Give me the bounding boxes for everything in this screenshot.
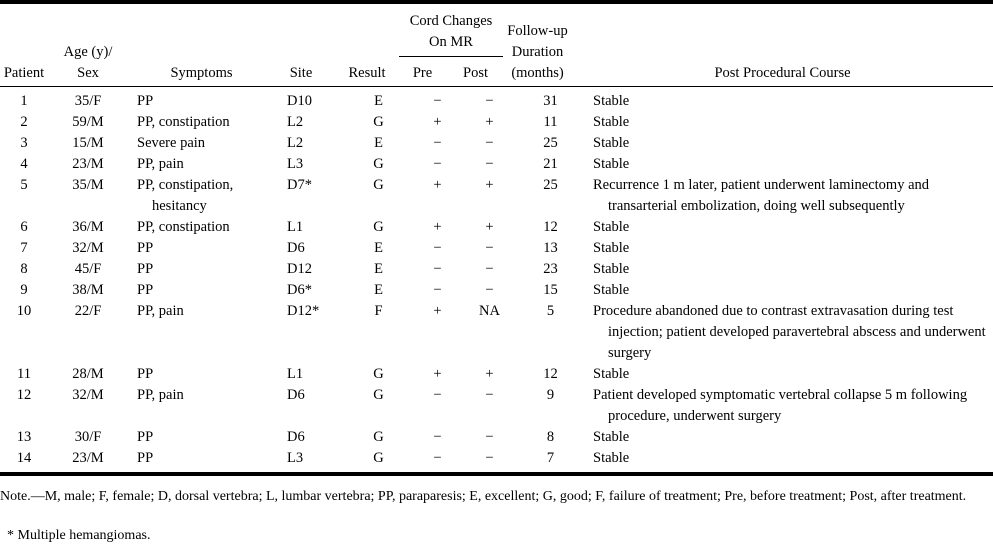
cell-site [275, 385, 345, 427]
cell-symptoms [128, 427, 275, 448]
cell-followup [516, 301, 585, 364]
cell-followup-text: 7 [546, 450, 555, 466]
cell-age-sex [48, 238, 128, 259]
header-cord-line2: On MR [429, 34, 473, 50]
cell-site-text: D12* [287, 303, 320, 319]
cell-symptoms-text: PP [137, 366, 154, 382]
header-rule [0, 86, 993, 87]
header-pre: Pre [412, 65, 433, 81]
cell-pre-text: − [433, 135, 442, 151]
cell-symptoms [128, 133, 275, 154]
cell-age-sex-text: 35/M [72, 177, 104, 193]
table-row [0, 280, 993, 301]
cell-post [463, 280, 516, 301]
cell-post [463, 448, 516, 469]
cell-symptoms-text: PP, constipation, hesitancy [137, 177, 234, 214]
cell-age-sex-text: 32/M [72, 387, 104, 403]
cell-symptoms [128, 217, 275, 238]
cell-site [275, 154, 345, 175]
cell-pre [412, 112, 463, 133]
cell-patient [0, 238, 48, 259]
cell-symptoms [128, 385, 275, 427]
cell-post [463, 259, 516, 280]
cell-site-text: L1 [287, 366, 304, 382]
cell-patient [0, 175, 48, 217]
cell-followup-text: 12 [543, 366, 558, 382]
table-row [0, 91, 993, 112]
table-row [0, 427, 993, 448]
cell-post-text: + [485, 114, 494, 130]
cell-symptoms-text: PP [137, 282, 154, 298]
cell-symptoms [128, 259, 275, 280]
cell-result-text: E [374, 261, 383, 277]
cell-followup-text: 31 [543, 93, 558, 109]
cell-site-text: D6* [287, 282, 312, 298]
cell-patient-text: 11 [17, 366, 31, 382]
cell-result [345, 427, 412, 448]
cell-patient-text: 13 [16, 429, 32, 445]
cell-pre [412, 427, 463, 448]
footnote-asterisk: * Multiple hemangiomas. [7, 528, 151, 543]
cell-patient-text: 8 [20, 261, 28, 277]
cell-symptoms [128, 364, 275, 385]
cell-result-text: G [373, 450, 384, 466]
cell-site [275, 364, 345, 385]
cell-result-text: G [373, 366, 384, 382]
table-row [0, 238, 993, 259]
cell-patient [0, 385, 48, 427]
cord-changes-spanner-rule [399, 56, 503, 57]
cell-patient [0, 301, 48, 364]
cell-age-sex-text: 23/M [72, 450, 104, 466]
top-rule [0, 0, 993, 4]
cell-pre [412, 91, 463, 112]
cell-symptoms-text: PP [137, 261, 154, 277]
cell-post [463, 301, 516, 364]
header-patient: Patient [3, 65, 45, 81]
cell-post-text: + [485, 177, 494, 193]
cell-result [345, 112, 412, 133]
cell-followup [516, 175, 585, 217]
cell-symptoms-text: PP, pain [137, 387, 184, 403]
table-row [0, 112, 993, 133]
cell-result-text: G [373, 156, 384, 172]
cell-pre-text: − [433, 429, 442, 445]
cell-age-sex [48, 301, 128, 364]
cell-pre [412, 364, 463, 385]
cell-site-text: L2 [287, 135, 304, 151]
cell-patient [0, 133, 48, 154]
header-symptoms: Symptoms [170, 65, 233, 81]
cell-age-sex-text: 35/F [74, 93, 102, 109]
cell-symptoms-text: PP [137, 450, 154, 466]
cell-pre [412, 154, 463, 175]
cell-post-course-text: Recurrence 1 m later, patient underwent laminectomy and transarterial embolization, doing well subsequently [593, 177, 930, 214]
cell-post [463, 154, 516, 175]
cell-pre [412, 133, 463, 154]
cell-result [345, 259, 412, 280]
cell-post-text: − [485, 93, 494, 109]
cell-result-text: E [374, 135, 383, 151]
cell-result [345, 280, 412, 301]
cell-post-course-text: Stable [593, 450, 630, 466]
cell-pre-text: + [433, 177, 442, 193]
cell-result-text: G [373, 219, 384, 235]
cell-site-text: L3 [287, 156, 304, 172]
cell-age-sex [48, 91, 128, 112]
cell-post-course [585, 259, 993, 280]
cell-result [345, 133, 412, 154]
cell-pre-text: − [433, 156, 442, 172]
cell-post-course-text: Stable [593, 282, 630, 298]
cell-site-text: D12 [287, 261, 312, 277]
cell-post-course [585, 112, 993, 133]
cell-symptoms-text: PP, constipation [137, 219, 230, 235]
cell-followup-text: 5 [546, 303, 555, 319]
cell-age-sex [48, 112, 128, 133]
cell-patient [0, 259, 48, 280]
cell-followup-text: 11 [543, 114, 558, 130]
cell-post-course [585, 427, 993, 448]
cell-result [345, 301, 412, 364]
table-row [0, 133, 993, 154]
cell-age-sex-text: 15/M [72, 135, 104, 151]
cell-site-text: L2 [287, 114, 304, 130]
cell-site-text: D6 [287, 429, 305, 445]
cell-age-sex-text: 30/F [74, 429, 102, 445]
cell-post-course-text: Stable [593, 219, 630, 235]
cell-pre-text: − [433, 240, 442, 256]
cell-pre [412, 301, 463, 364]
cell-post [463, 217, 516, 238]
cell-pre-text: − [433, 93, 442, 109]
cell-patient [0, 427, 48, 448]
header-post: Post [463, 65, 488, 81]
cell-site-text: D10 [287, 93, 312, 109]
cell-pre [412, 280, 463, 301]
cell-patient-text: 5 [20, 177, 28, 193]
cell-post-course [585, 385, 993, 427]
cell-symptoms-text: PP, constipation [137, 114, 230, 130]
cell-followup [516, 91, 585, 112]
cell-symptoms-text: PP [137, 429, 154, 445]
cell-followup [516, 154, 585, 175]
cell-symptoms-text: PP [137, 93, 154, 109]
cell-post-text: − [485, 135, 494, 151]
cell-patient [0, 154, 48, 175]
cell-post-text: + [485, 219, 494, 235]
cell-post [463, 427, 516, 448]
cell-followup [516, 385, 585, 427]
cell-followup-text: 23 [543, 261, 558, 277]
cell-post-course-text: Stable [593, 366, 630, 382]
cell-age-sex [48, 427, 128, 448]
table-row [0, 259, 993, 280]
table-note: Note.—M, male; F, female; D, dorsal vertebra; L, lumbar vertebra; PP, paraparesis; E, excellent; G, good; F, failure of treatment; Pre, before treatment; Post, after treatment. [0, 489, 967, 504]
cell-patient [0, 448, 48, 469]
cell-pre [412, 448, 463, 469]
cell-symptoms-text: PP [137, 240, 154, 256]
cell-site [275, 112, 345, 133]
cell-site [275, 259, 345, 280]
cell-patient-text: 10 [16, 303, 32, 319]
cell-symptoms [128, 112, 275, 133]
cell-post-text: NA [479, 303, 500, 319]
cell-followup [516, 112, 585, 133]
cell-followup [516, 364, 585, 385]
cell-followup [516, 217, 585, 238]
cell-result-text: G [373, 177, 384, 193]
cell-patient-text: 6 [20, 219, 28, 235]
table-row [0, 448, 993, 469]
cell-pre-text: + [433, 366, 442, 382]
cell-age-sex [48, 385, 128, 427]
cell-post-course [585, 133, 993, 154]
cell-result [345, 364, 412, 385]
header-post-course: Post Procedural Course [714, 65, 851, 81]
cell-post-course-text: Stable [593, 429, 630, 445]
cell-pre-text: + [433, 114, 442, 130]
cell-post-course-text: Stable [593, 93, 630, 109]
cell-symptoms-text: Severe pain [137, 135, 206, 151]
cell-post-course-text: Patient developed symptomatic vertebral collapse 5 m following procedure, underwent surgery [593, 387, 968, 424]
table-row [0, 217, 993, 238]
cell-result-text: E [374, 240, 383, 256]
cell-post-course [585, 238, 993, 259]
cell-pre [412, 175, 463, 217]
cell-result [345, 175, 412, 217]
cell-result [345, 385, 412, 427]
cell-post-text: − [485, 450, 494, 466]
cell-site [275, 133, 345, 154]
cell-result [345, 448, 412, 469]
cell-post [463, 385, 516, 427]
cell-site-text: D6 [287, 240, 305, 256]
cell-pre-text: + [433, 219, 442, 235]
cell-followup [516, 448, 585, 469]
table-row [0, 154, 993, 175]
cell-post-course [585, 175, 993, 217]
cell-patient [0, 91, 48, 112]
table-row [0, 301, 993, 364]
cell-post-course [585, 448, 993, 469]
cell-post-course [585, 280, 993, 301]
table-row [0, 364, 993, 385]
cell-site-text: L3 [287, 450, 304, 466]
cell-patient-text: 7 [20, 240, 28, 256]
cell-followup [516, 238, 585, 259]
cell-followup-text: 25 [543, 135, 558, 151]
cell-followup [516, 259, 585, 280]
header-site: Site [289, 65, 313, 81]
cell-symptoms [128, 238, 275, 259]
table-row [0, 385, 993, 427]
cell-symptoms [128, 280, 275, 301]
cell-post-course-text: Procedure abandoned due to contrast extravasation during test injection; patient developed paravertebral abscess and underwent surgery [593, 303, 986, 361]
cell-age-sex [48, 175, 128, 217]
cell-site [275, 448, 345, 469]
cell-symptoms [128, 301, 275, 364]
cell-pre [412, 385, 463, 427]
cell-site-text: L1 [287, 219, 304, 235]
cell-post-course-text: Stable [593, 261, 630, 277]
header-age-line2: Sex [77, 65, 99, 81]
cell-age-sex [48, 364, 128, 385]
cell-age-sex [48, 154, 128, 175]
cell-post [463, 175, 516, 217]
header-result: Result [348, 65, 386, 81]
header-age-line1: Age (y)/ [63, 44, 113, 60]
cell-site [275, 91, 345, 112]
cell-result-text: E [374, 93, 383, 109]
cell-patient-text: 4 [20, 156, 28, 172]
cell-post-course [585, 217, 993, 238]
cell-age-sex-text: 59/M [72, 114, 104, 130]
cell-age-sex [48, 448, 128, 469]
cell-age-sex-text: 28/M [72, 366, 104, 382]
cell-post-text: − [485, 429, 494, 445]
cell-result-text: E [374, 282, 383, 298]
cell-site-text: D7* [287, 177, 312, 193]
cell-post-course [585, 364, 993, 385]
cell-post-course [585, 301, 993, 364]
cell-age-sex [48, 280, 128, 301]
cell-post [463, 91, 516, 112]
header-followup-line3: (months) [511, 65, 564, 81]
cell-age-sex [48, 259, 128, 280]
cell-patient [0, 217, 48, 238]
cell-site [275, 280, 345, 301]
cell-pre [412, 217, 463, 238]
cell-followup-text: 21 [543, 156, 558, 172]
cell-followup [516, 133, 585, 154]
cell-post [463, 364, 516, 385]
cell-followup [516, 427, 585, 448]
cell-pre-text: − [433, 387, 442, 403]
cell-site [275, 301, 345, 364]
cell-post-course-text: Stable [593, 114, 630, 130]
cell-pre-text: − [433, 261, 442, 277]
table-body [0, 91, 993, 469]
cell-post-course [585, 91, 993, 112]
cell-result [345, 154, 412, 175]
cell-result [345, 217, 412, 238]
cell-age-sex-text: 32/M [72, 240, 104, 256]
cell-symptoms [128, 175, 275, 217]
cell-pre-text: + [433, 303, 442, 319]
cell-result [345, 91, 412, 112]
cell-age-sex [48, 133, 128, 154]
cell-post-text: − [485, 261, 494, 277]
cell-age-sex-text: 38/M [72, 282, 104, 298]
cell-patient-text: 1 [20, 93, 28, 109]
cell-patient [0, 112, 48, 133]
cell-followup-text: 9 [546, 387, 555, 403]
header-cord-line1: Cord Changes [409, 13, 493, 29]
cell-post-course [585, 154, 993, 175]
cell-post-course-text: Stable [593, 240, 630, 256]
cell-result [345, 238, 412, 259]
cell-pre [412, 259, 463, 280]
cell-post-course-text: Stable [593, 135, 630, 151]
cell-pre-text: − [433, 450, 442, 466]
cell-followup [516, 280, 585, 301]
cell-age-sex [48, 217, 128, 238]
cell-followup-text: 25 [543, 177, 558, 193]
cell-pre-text: − [433, 282, 442, 298]
cell-followup-text: 12 [543, 219, 558, 235]
cell-patient-text: 3 [20, 135, 28, 151]
cell-pre [412, 238, 463, 259]
cell-post-text: − [485, 240, 494, 256]
cell-patient-text: 9 [20, 282, 28, 298]
cell-result-text: G [373, 387, 384, 403]
cell-age-sex-text: 36/M [72, 219, 104, 235]
cell-post-text: + [485, 366, 494, 382]
cell-age-sex-text: 22/F [74, 303, 102, 319]
cell-patient-text: 14 [16, 450, 32, 466]
cell-symptoms-text: PP, pain [137, 303, 184, 319]
cell-age-sex-text: 45/F [74, 261, 102, 277]
cell-post-text: − [485, 282, 494, 298]
cell-site [275, 238, 345, 259]
cell-post [463, 133, 516, 154]
cell-patient [0, 280, 48, 301]
cell-followup-text: 13 [543, 240, 558, 256]
cell-patient-text: 12 [16, 387, 32, 403]
cell-result-text: F [374, 303, 383, 319]
cell-site [275, 217, 345, 238]
data-table [0, 91, 993, 469]
cell-site [275, 175, 345, 217]
cell-post-course-text: Stable [593, 156, 630, 172]
cell-post-text: − [485, 156, 494, 172]
cell-symptoms [128, 154, 275, 175]
cell-post [463, 112, 516, 133]
header-followup-line2: Duration [511, 44, 564, 60]
bottom-rule [0, 472, 993, 476]
cell-site [275, 427, 345, 448]
cell-followup-text: 8 [546, 429, 555, 445]
header-followup-line1: Follow-up [507, 23, 568, 39]
cell-symptoms-text: PP, pain [137, 156, 184, 172]
cell-followup-text: 15 [543, 282, 558, 298]
cell-site-text: D6 [287, 387, 305, 403]
cell-result-text: G [373, 429, 384, 445]
cell-post-text: − [485, 387, 494, 403]
cell-age-sex-text: 23/M [72, 156, 104, 172]
cell-patient [0, 364, 48, 385]
cell-symptoms [128, 448, 275, 469]
cell-symptoms [128, 91, 275, 112]
cell-patient-text: 2 [20, 114, 28, 130]
cell-post [463, 238, 516, 259]
cell-result-text: G [373, 114, 384, 130]
table-row [0, 175, 993, 217]
